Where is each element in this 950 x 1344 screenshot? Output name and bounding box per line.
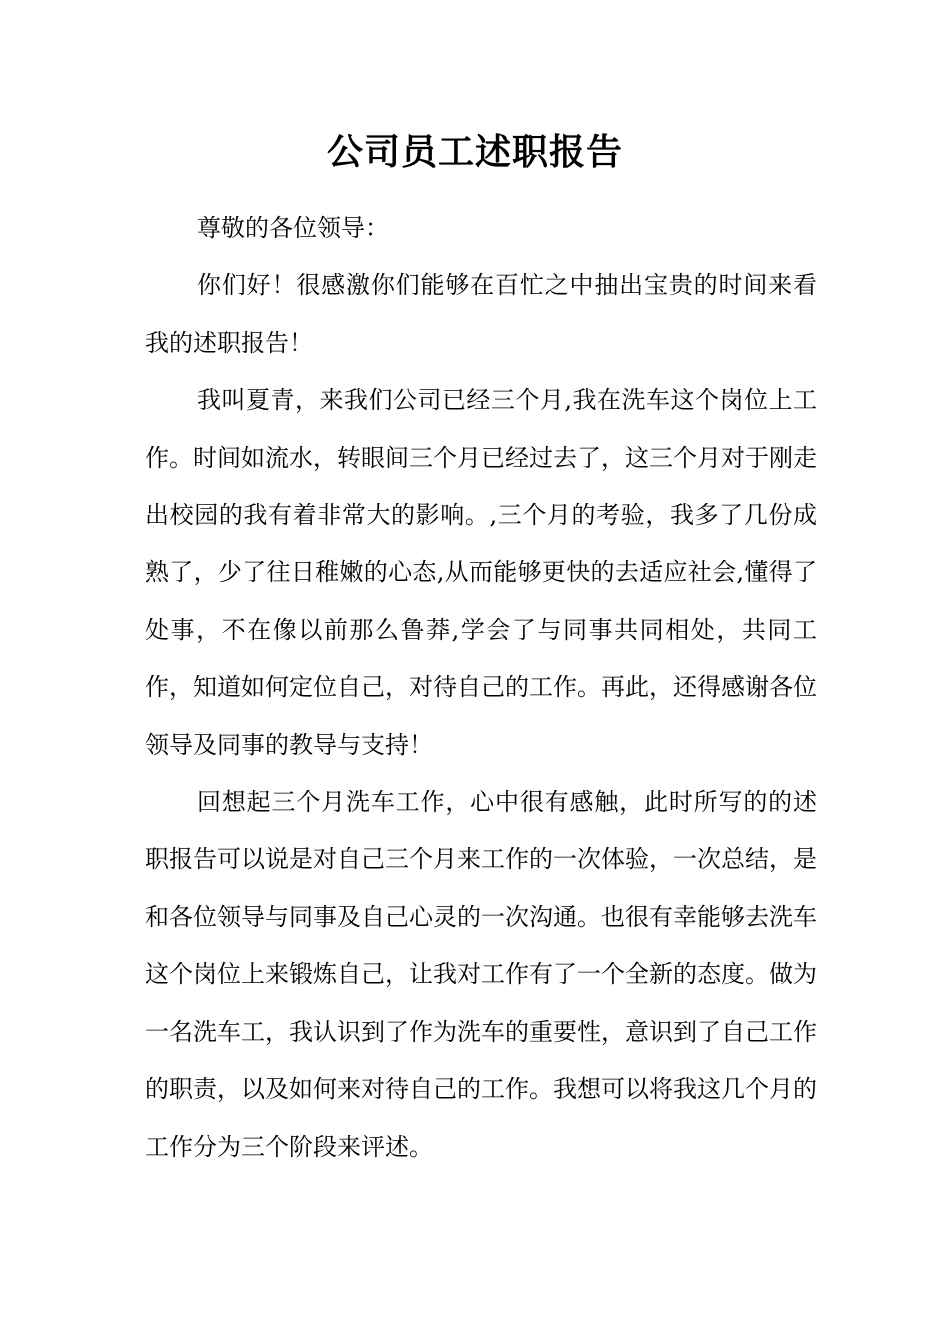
paragraph-introduction: 我叫夏青，来我们公司已经三个月,我在洗车这个岗位上工作。时间如流水，转眼间三个月已经过去了，这三个月对于刚走出校园的我有着非常大的影响。,三个月的考验，我多了几份成熟了，少了往日稚嫩的心态,从而能够更快的去适应社会,懂得了处事，不在像以前那么鲁莽,学会了与同事共同相处，共同工作，知道如何定位自己，对待自己的工作。再此，还得感谢各位领导及同事的教导与支持！ (145, 386, 817, 759)
salutation: 尊敬的各位领导： (197, 214, 389, 242)
document-title: 公司员工述职报告 (326, 131, 623, 173)
paragraph-reflection: 回想起三个月洗车工作，心中很有感触，此时所写的的述职报告可以说是对自己三个月来工作的一次体验，一次总结，是和各位领导与同事及自己心灵的一次沟通。也很有幸能够去洗车这个岗位上来锻炼自己，让我对工作有了一个全新的态度。做为一名洗车工，我认识到了作为洗车的重要性，意识到了自己工作的职责，以及如何来对待自己的工作。我想可以将我这几个月的工作分为三个阶段来评述。 (145, 788, 817, 1161)
paragraph-greeting: 你们好！很感激你们能够在百忙之中抽出宝贵的时间来看我的述职报告！ (145, 271, 817, 357)
document-body (145, 200, 817, 1176)
